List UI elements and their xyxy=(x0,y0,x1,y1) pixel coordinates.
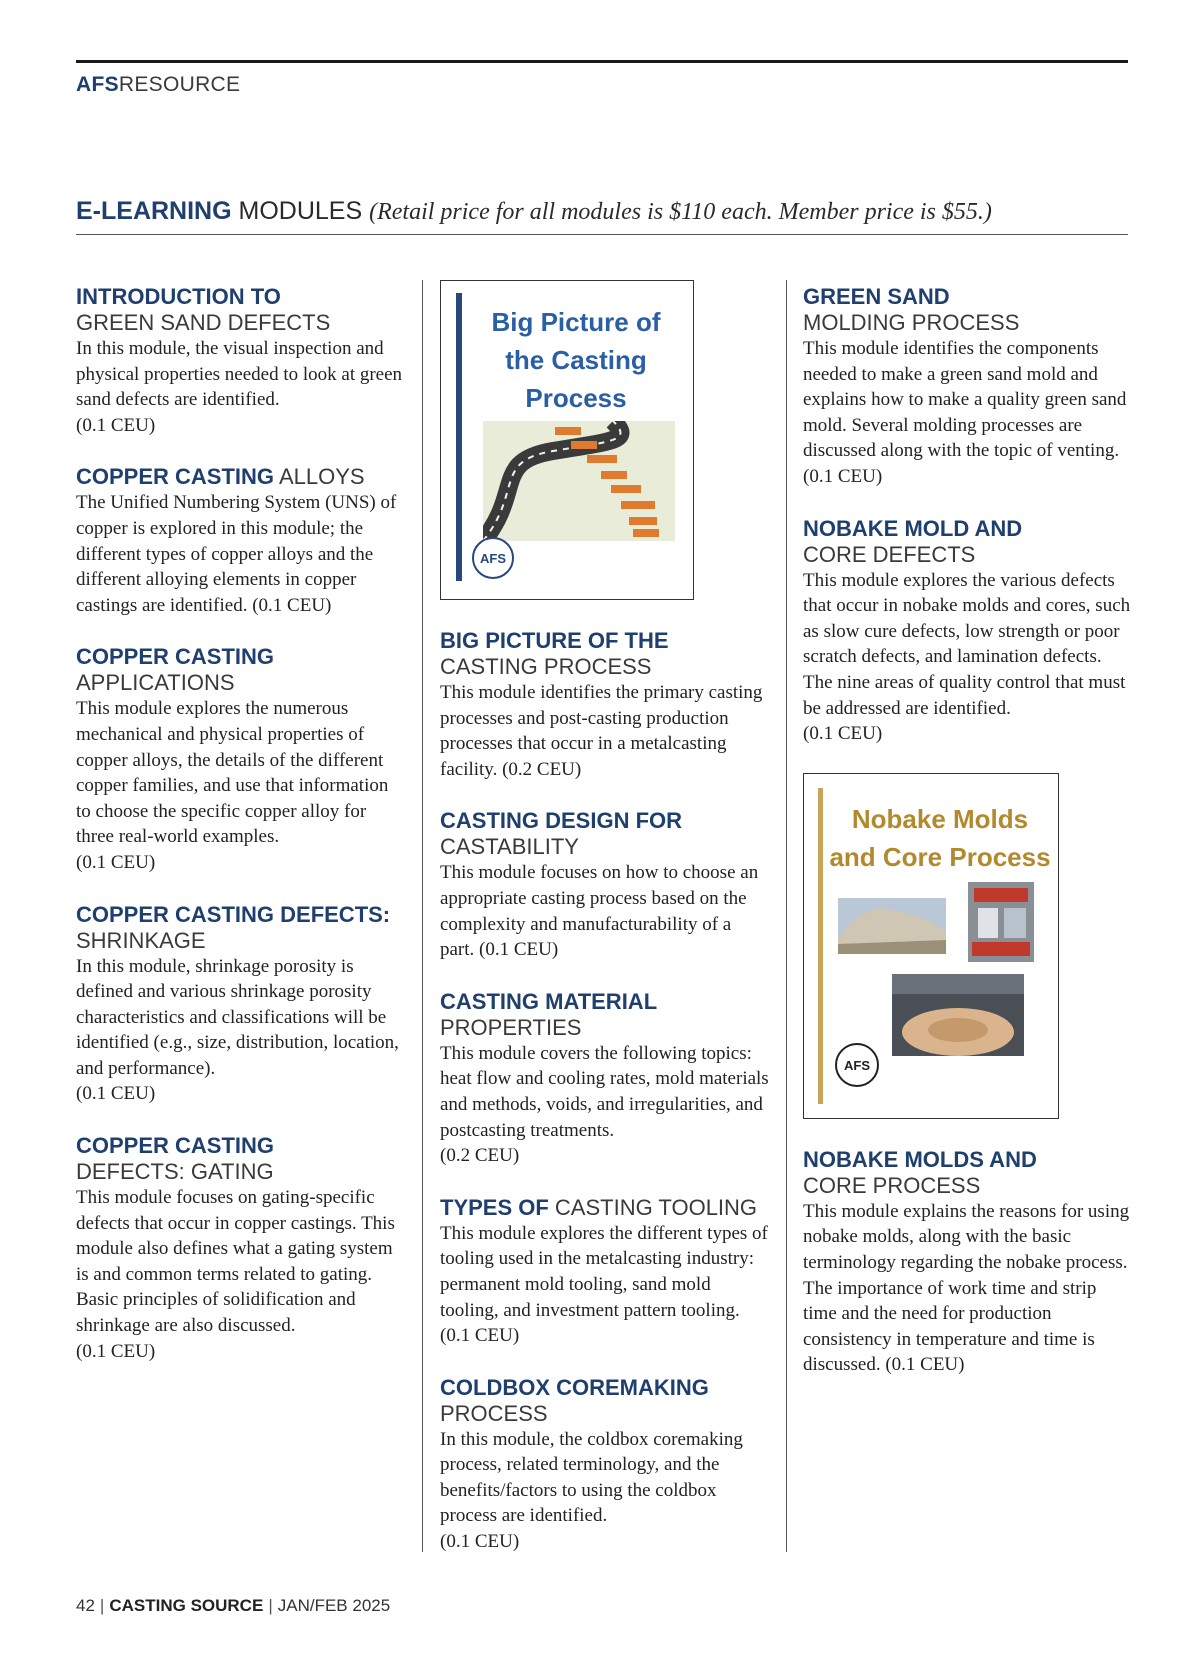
ceu-value: (0.1 CEU) xyxy=(803,723,883,745)
mold-photo xyxy=(892,974,1024,1056)
description-text: This module focuses on gating-specific defects that occur in copper castings. This module also defines what a gating system is and common terms related to gating. Basic principles of solidification and shrinkage are also discussed. xyxy=(76,1187,395,1337)
module-description xyxy=(803,568,1133,747)
heading-bold: NOBAKE MOLDS AND xyxy=(803,1146,1037,1172)
module-description xyxy=(76,490,406,618)
heading-bold: GREEN SAND xyxy=(803,284,950,309)
module-description xyxy=(803,336,1133,490)
module-heading xyxy=(76,1133,406,1185)
description-text: In this module, the visual inspection and physical properties needed to look at green sand defects are identified. xyxy=(76,338,403,411)
afs-logo xyxy=(471,536,515,580)
section-brand xyxy=(76,73,240,97)
module-entry xyxy=(76,902,406,1108)
heading-bold: COPPER CASTING DEFECTS: xyxy=(76,901,391,927)
book-cover-big-picture xyxy=(440,280,694,600)
road-illustration xyxy=(483,421,675,541)
description-text: The Unified Numbering System (UNS) of copper is explored in this module; the different types of copper alloys and the different alloying elements in copper castings are identified. (0.1 CEU) xyxy=(76,492,397,616)
heading-rest: GREEN SAND DEFECTS xyxy=(76,310,331,335)
heading-bold: COPPER CASTING xyxy=(76,644,275,670)
module-description xyxy=(76,954,406,1108)
module-heading xyxy=(440,1375,770,1427)
module-entry xyxy=(440,1195,770,1349)
module-heading xyxy=(440,1195,770,1221)
heading-bold: BIG PICTURE OF THE xyxy=(440,628,669,653)
module-description xyxy=(440,680,770,782)
description-text: In this module, shrinkage porosity is defined and various shrinkage porosity characteristics and classifications will be identified (e.g., size, distribution, location, and performance). xyxy=(76,955,399,1079)
heading-bold: INTRODUCTION TO xyxy=(76,284,281,309)
heading-rest: SHRINKAGE xyxy=(76,927,206,953)
description-text: This module identifies the components needed to make a green sand mold and explains how to make a quality green sand mold. Several molding processes are discussed along with the topic of venting. (0.1 CEU) xyxy=(803,338,1127,487)
heading-bold: CASTING DESIGN FOR xyxy=(440,808,683,834)
title-rule xyxy=(76,234,1128,235)
heading-bold: COPPER CASTING xyxy=(76,1133,275,1159)
module-description xyxy=(76,1185,406,1364)
module-entry xyxy=(76,284,406,438)
heading-bold: CASTING MATERIAL xyxy=(440,988,658,1014)
description-text: This module focuses on how to choose an appropriate casting process based on the complexity and manufacturability of a part. (0.1 CEU) xyxy=(440,862,759,961)
quarry-photo xyxy=(838,898,946,954)
page-footer xyxy=(76,1596,390,1616)
module-entry xyxy=(803,1147,1133,1378)
module-description xyxy=(440,1221,770,1349)
section-title xyxy=(76,197,992,226)
module-entry xyxy=(803,284,1133,490)
afs-logo xyxy=(834,1042,880,1088)
module-heading xyxy=(440,628,770,680)
module-heading xyxy=(803,1147,1133,1199)
cover-title: Nobake Molds and Core Process xyxy=(829,803,1051,872)
module-heading xyxy=(76,464,406,490)
right-column xyxy=(803,284,1133,1404)
ceu-value: (0.1 CEU) xyxy=(76,414,156,436)
ceu-value: (0.1 CEU) xyxy=(76,1340,156,1362)
machine-photo xyxy=(968,882,1034,962)
module-entry xyxy=(440,808,770,962)
cover-stripe xyxy=(456,293,462,581)
heading-rest: CASTABILITY xyxy=(440,834,579,860)
module-entry xyxy=(440,989,770,1169)
left-column xyxy=(76,284,406,1390)
footer-separator: | xyxy=(268,1596,273,1615)
module-entry xyxy=(803,516,1133,747)
footer-separator: | xyxy=(99,1596,105,1615)
heading-rest: CORE DEFECTS xyxy=(803,541,976,567)
brand-bold: AFS xyxy=(76,73,119,96)
ceu-value: (0.1 CEU) xyxy=(440,1325,520,1347)
heading-rest: CASTING PROCESS xyxy=(440,654,652,679)
book-cover-nobake xyxy=(803,773,1059,1119)
description-text: This module explores the various defects that occur in nobake molds and cores, such as slow cure defects, low strength or poor scratch defects, and lamination defects. The nine areas of quality control that must be addressed are identified. xyxy=(803,569,1131,719)
section-title-bold: E-LEARNING xyxy=(76,197,232,225)
description-text: This module explains the reasons for using nobake molds, along with the basic terminology regarding the nobake process. The importance of work time and strip time and the need for production consistency in temperature and time is discussed. (0.1 CEU) xyxy=(803,1200,1130,1376)
description-text: This module explores the different types of tooling used in the metalcasting industry: permanent mold tooling, sand mold tooling, and investment pattern tooling. xyxy=(440,1222,768,1321)
heading-rest: APPLICATIONS xyxy=(76,670,235,696)
heading-bold: COPPER CASTING xyxy=(76,464,275,490)
page-number: 42 xyxy=(76,1596,95,1615)
module-heading xyxy=(76,284,406,336)
module-entry xyxy=(76,464,406,618)
heading-rest: PROCESS xyxy=(440,1400,548,1426)
module-entry xyxy=(76,644,406,875)
ceu-value: (0.1 CEU) xyxy=(76,1083,156,1105)
middle-column xyxy=(440,284,770,1581)
module-heading xyxy=(440,989,770,1041)
module-entry xyxy=(440,628,770,782)
module-entry xyxy=(76,1133,406,1364)
cover-stripe xyxy=(818,788,823,1104)
heading-rest: ALLOYS xyxy=(278,464,365,490)
brand-rest: RESOURCE xyxy=(118,73,241,96)
module-entry xyxy=(440,1375,770,1555)
heading-rest: PROPERTIES xyxy=(440,1014,582,1040)
heading-bold: NOBAKE MOLD AND xyxy=(803,515,1023,541)
top-rule xyxy=(76,60,1128,63)
ceu-value: (0.1 CEU) xyxy=(76,851,156,873)
module-description xyxy=(440,860,770,962)
heading-rest: CORE PROCESS xyxy=(803,1172,981,1198)
module-description xyxy=(76,696,406,875)
module-description xyxy=(76,336,406,438)
module-heading xyxy=(76,902,406,954)
module-description xyxy=(440,1427,770,1555)
price-note: (Retail price for all modules is $110 each. Member price is $55.) xyxy=(369,199,992,225)
module-heading xyxy=(440,808,770,860)
svg-text:AFS: AFS xyxy=(844,1057,870,1073)
module-heading xyxy=(76,644,406,696)
description-text: This module identifies the primary casting processes and post-casting production processes that occur in a metalcasting facility. (0.2 CEU) xyxy=(440,682,763,780)
heading-rest: CASTING TOOLING xyxy=(554,1194,758,1220)
column-divider xyxy=(422,280,423,1552)
module-description xyxy=(440,1041,770,1169)
description-text: This module covers the following topics: heat flow and cooling rates, mold materials and methods, voids, and irregularities, and postcasting treatments. xyxy=(440,1042,769,1141)
publication-name: CASTING SOURCE xyxy=(109,1596,264,1615)
heading-bold: COLDBOX COREMAKING xyxy=(440,1374,709,1400)
module-heading xyxy=(803,516,1133,568)
svg-text:AFS: AFS xyxy=(480,551,506,566)
description-text: This module explores the numerous mechanical and physical properties of copper alloys, the details of the different copper families, and use that information to choose the specific copper alloy for three real-world examples. xyxy=(76,698,389,848)
column-divider xyxy=(786,280,787,1552)
heading-rest: DEFECTS: GATING xyxy=(76,1159,274,1185)
issue-date: JAN/FEB 2025 xyxy=(277,1596,391,1615)
module-description xyxy=(803,1199,1133,1378)
section-title-rest: MODULES xyxy=(238,197,363,225)
heading-bold: TYPES OF xyxy=(440,1194,549,1220)
cover-title: Big Picture of the Casting Process xyxy=(491,307,661,413)
heading-rest: MOLDING PROCESS xyxy=(803,310,1020,335)
description-text: In this module, the coldbox coremaking process, related terminology, and the benefits/factors to using the coldbox process are identified. xyxy=(440,1428,743,1527)
ceu-value: (0.2 CEU) xyxy=(440,1145,520,1167)
module-heading xyxy=(803,284,1133,336)
ceu-value: (0.1 CEU) xyxy=(440,1531,520,1553)
